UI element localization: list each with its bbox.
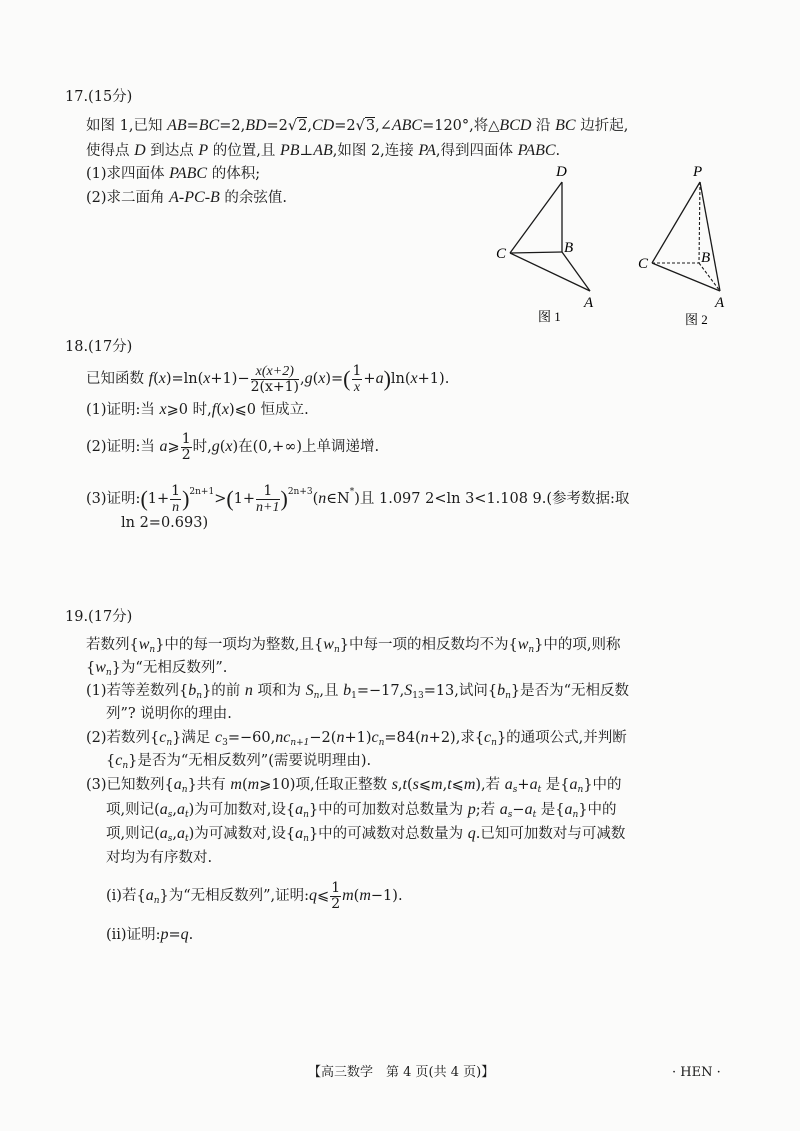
text: ⩾0 时, xyxy=(166,402,212,418)
numerator: 1 xyxy=(181,430,191,447)
subscript: n xyxy=(149,645,156,655)
exponent: 2n+3 xyxy=(287,487,313,497)
denominator: 2(x+1) xyxy=(250,378,299,395)
text: . xyxy=(188,927,194,943)
math: g xyxy=(304,370,313,387)
math: a xyxy=(173,776,182,793)
subscript: t xyxy=(185,810,189,820)
q19-part1-line2: 列”? 说明你的理由. xyxy=(106,706,232,722)
text: +1). xyxy=(417,371,450,387)
math: c xyxy=(115,752,123,769)
subscript: t xyxy=(185,834,189,844)
text: +1)− xyxy=(210,371,250,387)
text: ⩽ xyxy=(317,888,330,904)
text: ( xyxy=(353,888,360,904)
math: a xyxy=(145,887,154,904)
paren: ( xyxy=(343,366,351,391)
fraction xyxy=(181,432,192,463)
denominator: 2 xyxy=(181,446,191,463)
text: 沿 xyxy=(531,118,556,134)
text: }中每一项的相反数均不为{ xyxy=(339,637,518,653)
math: x xyxy=(159,401,167,418)
denominator: n xyxy=(172,499,180,515)
q18-part3-cont: ln 2=0.693) xyxy=(121,515,209,531)
text: =13,试问{ xyxy=(423,683,498,699)
math: t xyxy=(447,776,452,793)
text: )=ln( xyxy=(165,371,204,387)
math: BCD xyxy=(499,117,532,134)
text: (1)求四面体 xyxy=(86,166,170,182)
subscript: n xyxy=(378,738,385,748)
subscript: n xyxy=(528,645,535,655)
text: { xyxy=(86,660,96,676)
text: }的通项公式,并判断 xyxy=(496,730,627,746)
sqrt-radicand: 2 xyxy=(298,118,308,134)
math: x xyxy=(225,438,233,455)
text: > xyxy=(214,491,227,507)
math: q xyxy=(309,887,318,904)
math: m xyxy=(247,776,260,793)
text: }中的项,则称 xyxy=(534,637,621,653)
text: }中的 xyxy=(583,777,622,793)
figure-1-caption: 图 1 xyxy=(538,309,561,324)
math: b xyxy=(343,682,352,699)
math: m xyxy=(463,776,476,793)
math: n xyxy=(244,682,253,699)
figure-2-caption: 图 2 xyxy=(685,312,708,327)
text: ln( xyxy=(390,371,411,387)
text: (2)求二面角 xyxy=(86,190,170,206)
fraction xyxy=(352,364,363,395)
text: (3)证明: xyxy=(86,491,141,507)
text: )且 1.097 2<ln 3<1.108 9.(参考数据:取 xyxy=(354,491,630,507)
text: }满足 xyxy=(172,730,216,746)
exponent: 2n+1 xyxy=(189,487,215,497)
text: = xyxy=(186,118,199,134)
text: ;若 xyxy=(475,802,500,818)
q17-line1: 如图 1,已知 AB=BC=2,BD=2√2,CD=2√3,∠ABC=120°,将△BCD 沿 BC 边折起, xyxy=(86,117,629,134)
subscript: 13 xyxy=(412,691,424,701)
text: .已知可加数对与可减数 xyxy=(475,826,626,842)
edge-pa xyxy=(700,182,720,291)
text: ),若 xyxy=(475,777,505,793)
q19-intro1 xyxy=(86,635,621,660)
q19-part1-line1 xyxy=(86,681,629,706)
subscript: 3 xyxy=(222,738,228,748)
text: , xyxy=(397,777,403,793)
denominator: 2 xyxy=(331,895,341,912)
denominator: n+1 xyxy=(256,499,280,515)
figure-2 xyxy=(625,160,755,332)
math: AB xyxy=(167,117,187,134)
math: f xyxy=(148,370,154,387)
math: n xyxy=(318,490,327,507)
math: A-PC-B xyxy=(169,189,220,206)
math: m xyxy=(342,887,354,904)
math: a xyxy=(177,801,186,818)
label-b: B xyxy=(564,240,574,256)
text: =2, xyxy=(219,118,246,134)
math: n xyxy=(420,729,429,746)
math: x xyxy=(158,370,166,387)
text: 项,则记( xyxy=(106,826,160,842)
subscript: s xyxy=(512,785,518,795)
label-p: P xyxy=(693,164,703,180)
math: x xyxy=(221,401,229,418)
text: (2)证明:当 xyxy=(86,439,160,455)
text: +1) xyxy=(344,730,372,746)
math: a xyxy=(159,825,168,842)
subscript: n xyxy=(313,691,320,701)
math: a xyxy=(529,776,538,793)
subscript: n+1 xyxy=(290,738,310,748)
text: ( xyxy=(241,777,248,793)
math: q xyxy=(467,825,476,842)
fraction xyxy=(170,484,181,515)
text: ⊥ xyxy=(299,143,314,159)
text: =−60, xyxy=(227,730,276,746)
math: BD xyxy=(245,117,267,134)
math: S xyxy=(404,682,413,699)
subscript: n xyxy=(153,896,160,906)
subscript: n xyxy=(333,645,340,655)
math: w xyxy=(517,636,529,653)
superscript: * xyxy=(349,487,355,497)
q18-given xyxy=(86,362,449,396)
text: 1+ xyxy=(233,491,256,507)
math: AB xyxy=(313,142,333,159)
numerator: 1 xyxy=(256,484,279,500)
math: b xyxy=(497,682,506,699)
subscript: s xyxy=(167,834,173,844)
paren: ( xyxy=(226,486,234,511)
numerator: 1 xyxy=(171,482,181,499)
q18-part3 xyxy=(86,475,629,516)
q19-part3-line4: 对均为有序数对. xyxy=(106,850,213,866)
math: m xyxy=(431,776,443,793)
q19-part2-line1 xyxy=(86,728,627,753)
subscript: n xyxy=(303,834,309,844)
text: }共有 xyxy=(187,777,231,793)
math: CD xyxy=(312,117,335,134)
text: ( xyxy=(312,371,319,387)
text: ( xyxy=(219,439,226,455)
math: PB xyxy=(280,142,300,159)
text: 到达点 xyxy=(145,143,199,159)
text: , xyxy=(172,826,178,842)
paren: ) xyxy=(280,486,288,511)
edge-ca xyxy=(510,253,590,291)
q19-title: 19.(17分) xyxy=(65,609,133,625)
edge-pc xyxy=(652,182,700,263)
text: (1)若等差数列{ xyxy=(86,683,189,699)
math: n xyxy=(336,729,345,746)
math: q xyxy=(180,926,189,943)
subscript: n xyxy=(491,738,497,748)
subscript: s xyxy=(507,810,513,820)
numerator: 1 xyxy=(331,879,341,896)
footer-code: · HEN · xyxy=(672,1065,721,1080)
q19-part3-line3 xyxy=(106,824,625,849)
text: 项,则记( xyxy=(106,802,160,818)
text: )为可减数对,设{ xyxy=(188,826,296,842)
q18-part2 xyxy=(86,430,379,464)
text: ,得到四面体 xyxy=(435,143,518,159)
text: (1)证明:当 xyxy=(86,402,160,418)
text: ,如图 2,连接 xyxy=(332,143,419,159)
math: b xyxy=(188,682,197,699)
math: a xyxy=(159,801,168,818)
text: 时, xyxy=(192,439,212,455)
text: , xyxy=(442,777,448,793)
text: 是{ xyxy=(541,777,570,793)
math: PABC xyxy=(517,142,556,159)
q17-part2 xyxy=(86,188,287,208)
paren: ) xyxy=(182,486,190,511)
math: nc xyxy=(275,729,291,746)
math: s xyxy=(391,776,398,793)
page-footer: 【高三数学 第 4 页(共 4 页)】 xyxy=(308,1065,495,1080)
text: }为“无相反数列”,证明: xyxy=(159,888,310,904)
edge-ba xyxy=(562,252,590,291)
q17-line2 xyxy=(86,141,560,161)
math: P xyxy=(198,142,209,159)
paren: ) xyxy=(383,366,391,391)
q19-intro2 xyxy=(86,658,227,683)
text: }的前 xyxy=(202,683,245,699)
math: g xyxy=(211,438,220,455)
q18-title: 18.(17分) xyxy=(65,339,133,355)
denominator: x xyxy=(353,379,361,395)
text: , xyxy=(172,802,178,818)
math: m xyxy=(359,887,371,904)
numerator: x(x+2) xyxy=(251,364,299,380)
text: 使得点 xyxy=(86,143,135,159)
q19-part3-i xyxy=(106,879,403,918)
text: =84( xyxy=(384,730,421,746)
text: ,且 xyxy=(319,683,344,699)
q18-part1 xyxy=(86,400,309,420)
math: p xyxy=(160,926,169,943)
subscript: n xyxy=(572,810,579,820)
text: , xyxy=(307,118,312,134)
text: . xyxy=(555,143,561,159)
text: ( xyxy=(216,402,222,418)
figure-1 xyxy=(480,160,620,330)
subscript: n xyxy=(181,785,188,795)
text: =2 xyxy=(266,118,288,134)
math: a xyxy=(564,801,573,818)
text: ( xyxy=(153,371,159,387)
label-c: C xyxy=(496,246,507,262)
text: }为“无相反数列”. xyxy=(111,660,228,676)
math: a xyxy=(375,370,384,387)
text: }中的每一项均为整数,且{ xyxy=(155,637,324,653)
text: ,∠ xyxy=(375,118,392,134)
q17-title: 17.(15分) xyxy=(65,89,133,105)
text: 若数列{ xyxy=(86,637,139,653)
math: a xyxy=(177,825,186,842)
subscript: n xyxy=(303,810,309,820)
math: s xyxy=(412,776,419,793)
text: ⩽ xyxy=(418,777,432,793)
text: = xyxy=(168,927,181,943)
label-d: D xyxy=(556,164,567,180)
math: c xyxy=(484,729,492,746)
label-c: C xyxy=(638,256,649,272)
math: BC xyxy=(555,117,576,134)
edge-cb xyxy=(510,252,562,253)
text: ( xyxy=(312,491,319,507)
math: BC xyxy=(198,117,220,134)
text: , xyxy=(299,371,305,387)
q17-part1 xyxy=(86,164,260,184)
sqrt-radicand: 3 xyxy=(365,118,376,134)
subscript: n xyxy=(577,785,584,795)
text: + xyxy=(517,777,530,793)
math: ABC xyxy=(391,117,423,134)
text: )= xyxy=(325,371,344,387)
text: 已知函数 xyxy=(86,371,149,387)
text: }中的可减数对总数量为 xyxy=(308,826,468,842)
subscript: n xyxy=(105,668,112,678)
text: + xyxy=(363,371,376,387)
text: { xyxy=(106,753,116,769)
text: (ⅱ)证明: xyxy=(106,927,161,943)
text: − xyxy=(512,802,525,818)
subscript: s xyxy=(167,810,173,820)
math: c xyxy=(159,729,167,746)
math: p xyxy=(467,801,476,818)
paren: ( xyxy=(140,486,148,511)
text: −2( xyxy=(309,730,337,746)
text: }中的 xyxy=(578,802,617,818)
math: x xyxy=(410,370,418,387)
math: t xyxy=(402,776,407,793)
subscript: 1 xyxy=(351,691,357,701)
math: a xyxy=(295,801,304,818)
text: 的位置,且 xyxy=(208,143,280,159)
math: w xyxy=(138,636,150,653)
subscript: n xyxy=(166,738,173,748)
text: 是{ xyxy=(536,802,565,818)
numerator: 1 xyxy=(352,362,362,379)
text: ∈N xyxy=(326,491,350,507)
math: a xyxy=(524,801,533,818)
math: w xyxy=(323,636,334,653)
subscript: n xyxy=(505,691,511,701)
q19-part3-line2 xyxy=(106,800,617,825)
math: w xyxy=(95,659,106,676)
text: )⩽0 恒成立. xyxy=(228,402,309,418)
subscript: t xyxy=(537,785,542,795)
subscript: t xyxy=(532,810,537,820)
q19-part3-line1 xyxy=(86,775,622,800)
text: =120°,将△ xyxy=(422,118,500,134)
text: −1). xyxy=(370,888,403,904)
math: m xyxy=(230,776,242,793)
text: ⩾ xyxy=(167,439,180,455)
math: a xyxy=(295,825,304,842)
edge-dc xyxy=(510,182,562,253)
math: a xyxy=(504,776,513,793)
math: f xyxy=(211,401,217,418)
edge-pb-hidden xyxy=(699,182,700,263)
math: x xyxy=(203,370,211,387)
math: c xyxy=(215,729,223,746)
math: x xyxy=(318,370,326,387)
subscript: n xyxy=(196,691,203,701)
text: 如图 1,已知 xyxy=(86,118,168,134)
text: 的体积; xyxy=(207,166,261,182)
text: 项和为 xyxy=(252,683,306,699)
q19-part2-line2 xyxy=(106,751,371,776)
math: D xyxy=(134,142,146,159)
text: +2),求{ xyxy=(428,730,485,746)
fraction xyxy=(330,881,341,912)
fraction xyxy=(256,484,279,515)
text: ⩾10)项,任取正整数 xyxy=(259,777,392,793)
text: (2)若数列{ xyxy=(86,730,160,746)
label-a: A xyxy=(715,295,725,311)
math: a xyxy=(569,776,578,793)
text: ( xyxy=(406,777,413,793)
math: a xyxy=(499,801,508,818)
label-b: B xyxy=(701,250,711,266)
text: }中的可加数对总数量为 xyxy=(308,802,468,818)
math: PABC xyxy=(169,165,208,182)
text: 的余弦值. xyxy=(219,190,288,206)
math: S xyxy=(305,682,314,699)
text: (ⅰ)若{ xyxy=(106,888,146,904)
text: =2 xyxy=(334,118,356,134)
text: ⩽ xyxy=(451,777,464,793)
text: }是否为“无相反数列”(需要说明理由). xyxy=(128,753,372,769)
text: }是否为“无相反数 xyxy=(510,683,630,699)
text: )为可加数对,设{ xyxy=(188,802,296,818)
math: c xyxy=(371,729,379,746)
text: 边折起, xyxy=(575,118,629,134)
math: a xyxy=(159,438,168,455)
text: )在(0,+∞)上单调递增. xyxy=(232,439,380,455)
text: (3)已知数列{ xyxy=(86,777,174,793)
math: PA xyxy=(418,142,436,159)
subscript: n xyxy=(122,761,129,771)
fraction xyxy=(251,364,299,395)
q19-part3-ii xyxy=(106,925,193,945)
text: =−17, xyxy=(356,683,405,699)
label-a: A xyxy=(584,295,594,311)
text: 1+ xyxy=(147,491,170,507)
